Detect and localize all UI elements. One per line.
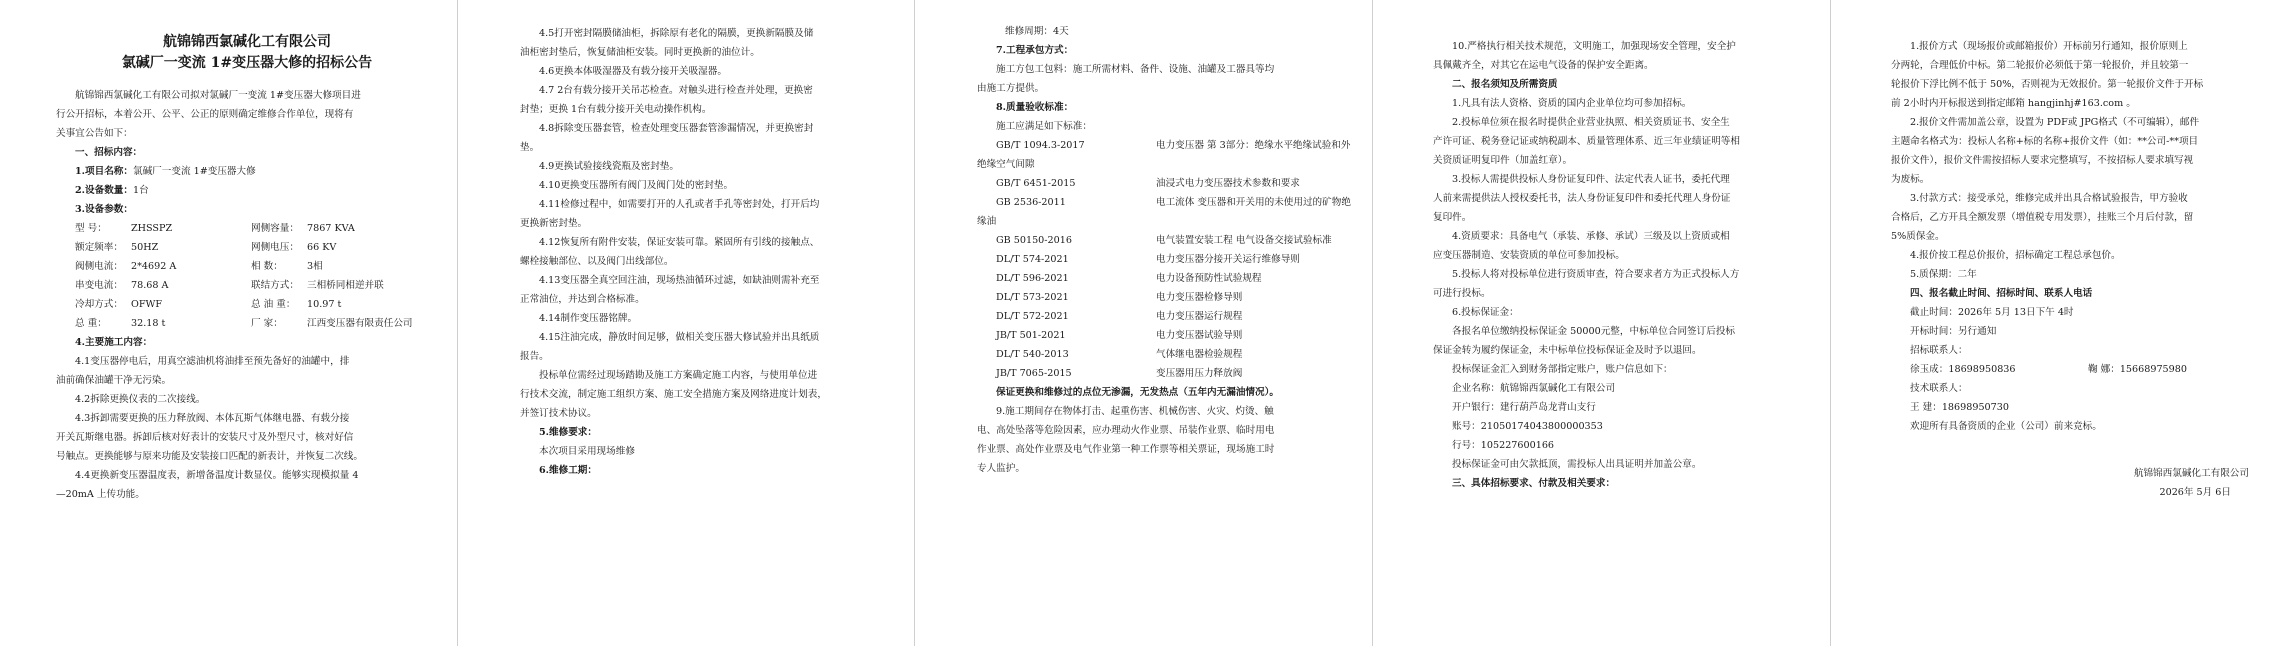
text-line: 6.维修工期： [539, 465, 597, 476]
text-line: 更换新密封垫。 [520, 218, 588, 229]
standard-name: 油浸式电力变压器技术参数和要求 [1156, 178, 1300, 189]
text-line: 合格后，乙方开具全额发票（增值税专用发票），挂账三个月后付款，留 [1891, 212, 2194, 223]
param-row [56, 295, 441, 314]
standard-row [977, 136, 1360, 155]
param-row [56, 219, 441, 238]
text-line: 开户银行：建行葫芦岛龙背山支行 [1452, 402, 1596, 413]
welcome-line: 欢迎所有具备资质的企业（公司）前来竞标。 [1910, 421, 2102, 432]
text-line: 4.13变压器全真空回注油，现场热油循环过滤，如缺油则需补充至 [539, 275, 820, 286]
contact-person: 鞠 娜：15668975980 [2088, 364, 2187, 375]
param-value: OFWF [131, 299, 163, 310]
param-label: 总 油 重： [251, 299, 296, 310]
contract-line: 由施工方提供。 [977, 83, 1045, 94]
param-value: 50HZ [131, 242, 159, 253]
signature-date: 2026年 5月 6日 [2159, 487, 2231, 498]
text-line: 4.资质要求：具备电气（承装、承修、承试）三级及以上资质或相 [1452, 231, 1730, 242]
text-line: 5.维修要求： [539, 427, 597, 438]
standard-code: JB/T 7065-2015 [996, 368, 1072, 379]
text-line: 4.6更换本体吸湿器及有载分接开关吸湿器。 [539, 66, 727, 77]
standard-row [977, 174, 1360, 193]
work-line: 4.3拆卸需要更换的压力释放阀、本体瓦斯气体继电器、有载分接 [75, 413, 350, 424]
standard-code: DL/T 572-2021 [996, 311, 1069, 322]
standard-code: DL/T 573-2021 [996, 292, 1069, 303]
param-value: 2*4692 A [131, 261, 177, 272]
text-line: 4.10更换变压器所有阀门及阀门处的密封垫。 [539, 180, 734, 191]
standard-row [977, 288, 1360, 307]
standard-name: 电力变压器 第 3部分：绝缘水平绝缘试验和外 [1156, 140, 1351, 151]
intro-line: 航锦锦西氯碱化工有限公司拟对氯碱厂一变流 1#变压器大修项目进 [75, 90, 361, 101]
param-label: 联结方式： [251, 280, 299, 291]
standard-code: DL/T 596-2021 [996, 273, 1069, 284]
text-line: 轮报价下浮比例不低于 50%，否则视为无效报价。第一轮报价文件于开标 [1891, 79, 2204, 90]
text-line: 5.质保期：二年 [1910, 269, 1977, 280]
text-line: 正常油位，并达到合格标准。 [520, 294, 645, 305]
text-line: 4.7 2台有载分接开关吊芯检查。对触头进行检查并处理，更换密 [539, 85, 813, 96]
text-line: 4.5打开密封隔膜储油柜，拆除原有老化的隔膜，更换新隔膜及储 [539, 28, 814, 39]
param-value: 三相桥同相逆并联 [307, 280, 384, 291]
text-line: 人前来需提供法人授权委托书，法人身份证复印件和委托代理人身份证 [1433, 193, 1731, 204]
standard-name: 电力变压器分接开关运行维修导则 [1156, 254, 1300, 265]
standard-name: 电工流体 变压器和开关用的未使用过的矿物绝 [1156, 197, 1351, 208]
work-content-heading: 4.主要施工内容： [75, 337, 153, 348]
text-line: 4.11检修过程中，如需要打开的人孔或者手孔等密封处，打开后均 [539, 199, 820, 210]
standard-name-cont: 缘油 [977, 216, 997, 227]
text-line: 4.12恢复所有附件安装，保证安装可靠。紧固所有引线的接触点、 [539, 237, 820, 248]
work-line: 4.2拆除更换仪表的二次接线。 [75, 394, 206, 405]
page-5-body [1891, 37, 2273, 360]
title-block [56, 32, 438, 74]
text-line: 保证金转为履约保证金，未中标单位投标保证金及时予以退回。 [1433, 345, 1702, 356]
param-value: 66 KV [307, 242, 337, 253]
text-line: 10.严格执行相关技术规范，文明施工，加强现场安全管理，安全护 [1452, 41, 1736, 52]
project-name-label: 1.项目名称： [75, 166, 133, 177]
param-label: 串变电流： [75, 280, 123, 291]
safety-line: 专人监护。 [977, 463, 1025, 474]
text-line: 报价文件），报价文件需按招标人要求完整填写，不按招标人要求填写视 [1891, 155, 2194, 166]
text-line: 4.8拆除变压器套管，检查处理变压器套管渗漏情况，并更换密封 [539, 123, 814, 134]
equipment-params-table [56, 219, 441, 333]
text-line: 主题命名格式为：投标人名称+标的名称+报价文件（如：**公司-**项目 [1891, 136, 2199, 147]
work-line: 开关瓦斯继电器。拆卸后核对好表计的安装尺寸及外型尺寸，核对好信 [56, 432, 354, 443]
param-label: 冷却方式： [75, 299, 123, 310]
no-leak-guarantee: 保证更换和维修过的点位无渗漏，无发热点（五年内无漏油情况）。 [996, 387, 1280, 398]
quality-heading: 8.质量验收标准： [996, 102, 1074, 113]
text-line: 报告。 [520, 351, 549, 362]
text-line: 4.报价按工程总价报价，招标确定工程总承包价。 [1910, 250, 2121, 261]
equipment-qty-value: 1台 [132, 185, 149, 196]
standard-name: 气体继电器检验规程 [1156, 349, 1243, 360]
text-line: 前 2小时内开标报送到指定邮箱 hangjinhj#163.com 。 [1891, 98, 2136, 109]
text-line: 4.9更换试验接线瓷瓶及密封垫。 [539, 161, 679, 172]
text-line: 行号：105227600166 [1452, 440, 1555, 451]
standards-intro: 施工应满足如下标准： [996, 121, 1092, 132]
work-line: —20mA 上传功能。 [56, 489, 145, 500]
equipment-qty-row [56, 181, 441, 200]
standard-row [977, 193, 1360, 212]
text-line: 封垫；更换 1台有载分接开关电动操作机构。 [520, 104, 712, 115]
param-label: 网侧电压： [251, 242, 299, 253]
doc-title-company: 航锦锦西氯碱化工有限公司 [163, 34, 331, 50]
standard-code: DL/T 574-2021 [996, 254, 1069, 265]
text-line: 招标联系人： [1910, 345, 1968, 356]
param-label: 额定频率： [75, 242, 123, 253]
page-5 [1831, 0, 2287, 646]
standard-name: 变压器用压力释放阀 [1156, 368, 1243, 379]
text-line: 产许可证、税务登记证或纳税副本、质量管理体系、近三年业绩证明等相 [1433, 136, 1740, 147]
text-line: 可进行投标。 [1433, 288, 1491, 299]
param-label: 总 重： [75, 318, 107, 329]
text-line: 5.投标人将对投标单位进行资质审查，符合要求者方为正式投标人方 [1452, 269, 1740, 280]
standard-row [977, 231, 1360, 250]
text-line: 开标时间：另行通知 [1910, 326, 1997, 337]
text-line: 应变压器制造、安装资质的单位可参加投标。 [1433, 250, 1625, 261]
text-line: 投标保证金汇入到财务部指定账户，账户信息如下： [1452, 364, 1673, 375]
standard-name: 电力变压器运行规程 [1156, 311, 1243, 322]
text-line: 垫。 [520, 142, 540, 153]
contact-person: 徐玉成：18698950836 [1910, 364, 2016, 375]
standards-list [977, 231, 1360, 383]
param-row [56, 257, 441, 276]
text-line: 2.报价文件需加盖公章，设置为 PDF或 JPG格式（不可编辑），邮件 [1910, 117, 2200, 128]
text-line: 4.14制作变压器铭牌。 [539, 313, 638, 324]
safety-line: 作业票、高处作业票及电气作业第一种工作票等相关票证，现场施工时 [977, 444, 1275, 455]
tech-contact-label: 技术联系人： [1910, 383, 1968, 394]
standard-row [977, 307, 1360, 326]
param-label: 型 号： [75, 223, 107, 234]
standard-name: 电力变压器检修导则 [1156, 292, 1243, 303]
tech-contact: 王 建：18698950730 [1910, 402, 2009, 413]
signature-company: 航锦锦西氯碱化工有限公司 [2133, 468, 2249, 479]
intro-line: 关事宜公告如下： [56, 128, 133, 139]
standard-code: GB 2536-2011 [996, 197, 1066, 208]
text-line: 2.投标单位须在报名时提供企业营业执照、相关资质证书、安全生 [1452, 117, 1730, 128]
text-line: 6.投标保证金： [1452, 307, 1519, 318]
standard-code: JB/T 501-2021 [996, 330, 1066, 341]
standard-row [977, 345, 1360, 364]
param-value: 3相 [307, 261, 323, 272]
section-heading-1: 一、招标内容： [75, 147, 143, 158]
param-value: 78.68 A [131, 280, 169, 291]
standard-row [977, 364, 1360, 383]
contact-row [1891, 360, 2273, 379]
text-line: 4.15注油完成，静放时间足够，做相关变压器大修试验并出具纸质 [539, 332, 820, 343]
standard-name: 电力变压器试验导则 [1156, 330, 1243, 341]
doc-title-notice: 氯碱厂一变流 1#变压器大修的招标公告 [121, 55, 373, 71]
text-line: 企业名称：航锦锦西氯碱化工有限公司 [1452, 383, 1616, 394]
standard-row [977, 269, 1360, 288]
text-line: 行技术交流，制定施工组织方案、施工安全措施方案及网络进度计划表， [520, 389, 827, 400]
safety-line: 9.施工期间存在物体打击、起重伤害、机械伤害、火灾、灼烫、触 [996, 406, 1274, 417]
page-3 [915, 0, 1372, 646]
text-line: 投标保证金可由欠款抵顶，需投标人出具证明并加盖公章。 [1452, 459, 1702, 470]
equipment-qty-label: 2.设备数量： [75, 185, 133, 196]
text-line: 截止时间：2026年 5月 13日下午 4时 [1910, 307, 2074, 318]
standard-code: DL/T 540-2013 [996, 349, 1069, 360]
repair-period: 维修周期：4天 [1005, 26, 1069, 37]
work-line: 4.4更换新变压器温度表，新增备温度计数显仪。能够实现模拟量 4 [75, 470, 359, 481]
standard-code: GB 50150-2016 [996, 235, 1072, 246]
project-name-value: 氯碱厂一变流 1#变压器大修 [132, 166, 256, 177]
text-line: 三、具体招标要求、付款及相关要求： [1452, 478, 1616, 489]
param-row [56, 276, 441, 295]
text-line: 本次项目采用现场维修 [539, 446, 635, 457]
text-line: 3.付款方式：接受承兑，维修完成并出具合格试验报告，甲方验收 [1910, 193, 2188, 204]
param-label: 阀侧电流： [75, 261, 123, 272]
standard-row [977, 250, 1360, 269]
page-2 [458, 0, 914, 646]
param-value: 江西变压器有限责任公司 [307, 318, 413, 329]
param-row [56, 238, 441, 257]
text-line: 油柜密封垫后，恢复储油柜安装。同时更换新的油位计。 [520, 47, 760, 58]
text-line: 3.投标人需提供投标人身份证复印件、法定代表人证书，委托代理 [1452, 174, 1730, 185]
page-4 [1373, 0, 1830, 646]
text-line: 并签订技术协议。 [520, 408, 597, 419]
text-line: 具佩戴齐全，对其它在运电气设备的保护安全距离。 [1433, 60, 1654, 71]
page-1 [0, 0, 457, 646]
safety-line: 电、高处坠落等危险因素，应办理动火作业票、吊装作业票、临时用电 [977, 425, 1275, 436]
text-line: 螺栓接触部位、以及阀门出线部位。 [520, 256, 674, 267]
param-value: 10.97 t [307, 299, 342, 310]
text-line: 投标单位需经过现场踏勘及施工方案确定施工内容，与使用单位进 [539, 370, 818, 381]
standard-name: 电力设备预防性试验规程 [1156, 273, 1262, 284]
param-label: 网侧容量： [251, 223, 299, 234]
intro-line: 行公开招标，本着公开、公平、公正的原则确定维修合作单位，现将有 [56, 109, 354, 120]
work-line: 油前确保油罐干净无污染。 [56, 375, 172, 386]
text-line: 1.报价方式（现场报价或邮箱报价）开标前另行通知，报价原则上 [1910, 41, 2188, 52]
param-label: 厂 家： [251, 318, 283, 329]
param-row [56, 314, 441, 333]
param-value: 7867 KVA [307, 223, 355, 234]
standard-name-cont: 绝缘空气间隙 [977, 159, 1035, 170]
work-line: 4.1变压器停电后，用真空滤油机将油排至预先备好的油罐中，排 [75, 356, 350, 367]
standard-name: 电气装置安装工程 电气设备交接试验标准 [1156, 235, 1332, 246]
work-line: 号触点。更换能够与原来功能及安装接口匹配的新表计，并恢复二次线。 [56, 451, 363, 462]
text-line: 四、报名截止时间、招标时间、联系人电话 [1910, 288, 2093, 299]
param-label: 相 数： [251, 261, 283, 272]
param-value: 32.18 t [131, 318, 166, 329]
project-name-row [56, 162, 441, 181]
text-line: 账号：21050174043800000353 [1452, 421, 1603, 432]
contract-line: 施工方包工包料：施工所需材料、备件、设施、油罐及工器具等均 [996, 64, 1275, 75]
text-line: 1.凡具有法人资格、资质的国内企业单位均可参加招标。 [1452, 98, 1692, 109]
text-line: 二、报名须知及所需资质 [1452, 79, 1558, 90]
equipment-params-label: 3.设备参数： [75, 204, 133, 215]
text-line: 各报名单位缴纳投标保证金 50000元整，中标单位合同签订后投标 [1452, 326, 1736, 337]
contract-heading: 7.工程承包方式： [996, 45, 1074, 56]
standard-row [977, 326, 1360, 345]
text-line: 复印件。 [1433, 212, 1472, 223]
text-line: 分两轮，合理低价中标。第二轮报价必须低于第一轮报价，并且较第一 [1891, 60, 2189, 71]
text-line: 关资质证明复印件（加盖红章）。 [1433, 155, 1573, 166]
param-value: ZHSSPZ [131, 223, 173, 234]
standard-code: GB/T 6451-2015 [996, 178, 1076, 189]
text-line: 为废标。 [1891, 174, 1930, 185]
standard-code: GB/T 1094.3-2017 [996, 140, 1085, 151]
text-line: 5%质保金。 [1891, 231, 1945, 242]
